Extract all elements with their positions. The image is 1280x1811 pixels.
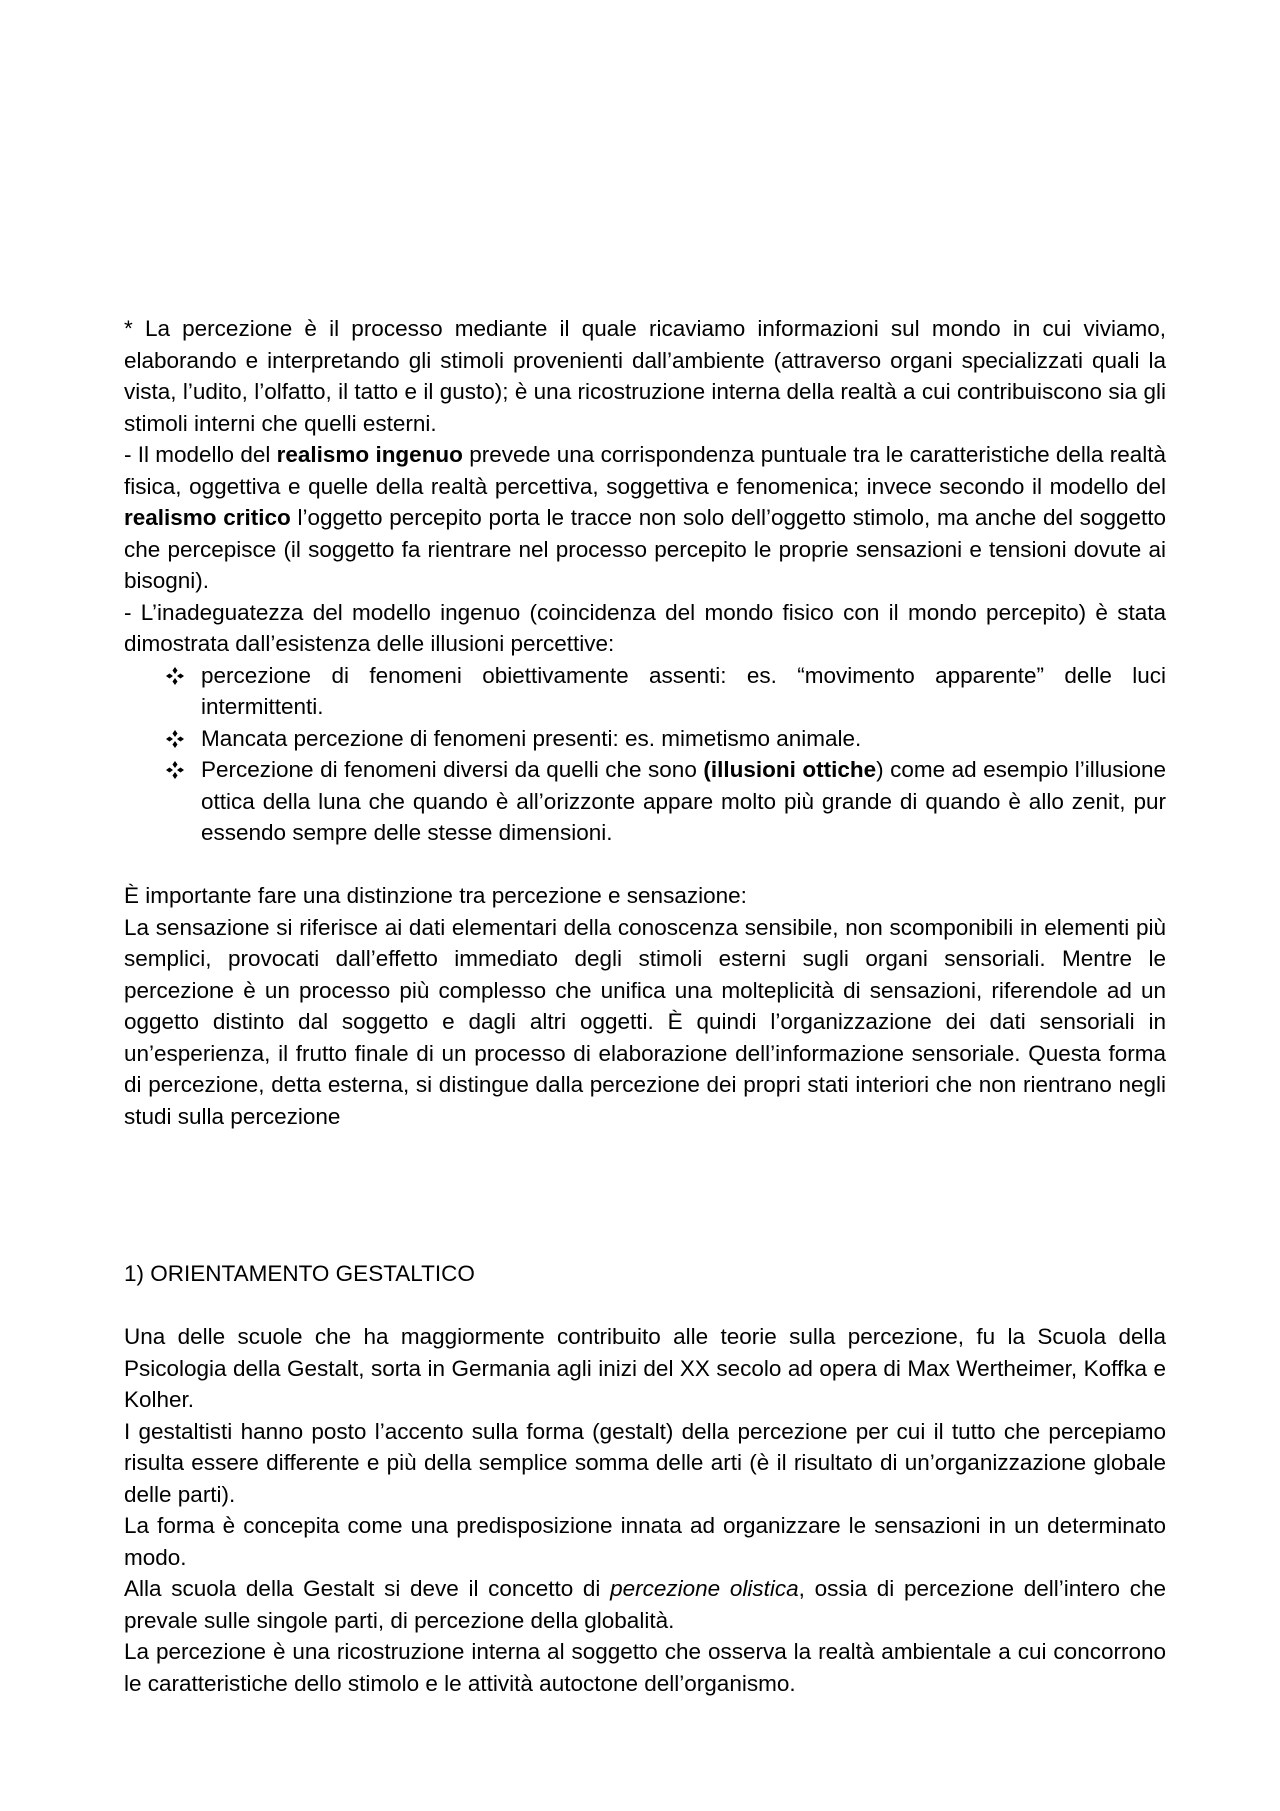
bold-term-realismo-critico: realismo critico	[124, 505, 291, 530]
list-item	[124, 754, 1166, 849]
diamond-bullet-icon	[166, 730, 184, 748]
list-item-text: Percezione di fenomeni diversi da quelli che sono	[201, 757, 704, 782]
intro-paragraph-1: * La percezione è il processo mediante il quale ricaviamo informazioni sul mondo in cui viviamo, elaborando e interpretando gli stimoli provenienti dall’ambiente (attraverso organi specializzati quali la vista, l’udito, l’olfatto, il tatto e il gusto); è una ricostruzione interna della realtà a cui contribuiscono sia gli stimoli interni che quelli esterni.	[124, 316, 1166, 436]
distinction-paragraph: La sensazione si riferisce ai dati elementari della conoscenza sensibile, non scomponibili in elementi più semplici, provocati dall’effetto immediato degli stimoli esterni sugli organi sensoriali. Mentre le percezione è un processo più complesso che unifica una molteplicità di sensazioni, riferendole ad un oggetto distinto dal soggetto e dagli altri oggetti. È quindi l’organizzazione dei dati sensoriali in un’esperienza, il frutto finale di un processo di elaborazione dell’informazione sensoriale. Questa forma di percezione, detta esterna, si distingue dalla percezione dei propri stati interiori che non rientrano negli studi sulla percezione	[124, 914, 1166, 1129]
bold-term-illusioni-ottiche: (illusioni ottiche	[703, 757, 877, 782]
section-paragraph-1: Una delle scuole che ha maggiormente contribuito alle teorie sulla percezione, fu la Scuola della Psicologia della Gestalt, sorta in Germania agli inizi del XX secolo ad opera di Max Wertheimer, Koffka e Kolher.	[124, 1324, 1166, 1412]
diamond-bullet-icon	[166, 761, 184, 779]
list-item-text: percezione di fenomeni obiettivamente assenti: es. “movimento apparente” delle luci intermittenti.	[201, 662, 1166, 719]
list-item	[124, 723, 1166, 755]
document-page	[124, 313, 1166, 1699]
intro-paragraph-3: - L’inadeguatezza del modello ingenuo (coincidenza del mondo fisico con il mondo percepito) è stata dimostrata dall’esistenza delle illusioni percettive:	[124, 599, 1166, 656]
section-paragraph-4	[124, 1573, 1166, 1636]
list-item	[124, 660, 1166, 723]
text-run: , ossia di percezione dell’intero che prevale sulle singole parti, di percezione della globalità.	[124, 1576, 1166, 1633]
section-title: 1) ORIENTAMENTO GESTALTICO	[124, 1261, 475, 1286]
spacer	[124, 1290, 1166, 1322]
section-paragraph-2: I gestaltisti hanno posto l’accento sulla forma (gestalt) della percezione per cui il tutto che percepiamo risulta essere differente e più della semplice somma delle arti (è il risultato di un’organizzazione globale delle parti).	[124, 1418, 1166, 1507]
spacer	[124, 1132, 1166, 1258]
list-item-text: Mancata percezione di fenomeni presenti: es. mimetismo animale.	[201, 725, 862, 751]
intro-paragraph-2	[124, 439, 1166, 597]
text-run: prevede una corrispondenza puntuale tra le caratteristiche della realtà fisica, oggettiva e quelle della realtà percettiva, soggettiva e fenomenica; invece secondo il modello del	[124, 442, 1166, 499]
illusion-list	[124, 660, 1166, 849]
italic-term-percezione-olistica: percezione olistica	[610, 1576, 799, 1601]
distinction-heading: È importante fare una distinzione tra percezione e sensazione:	[124, 883, 747, 908]
section-paragraph-3: La forma è concepita come una predisposizione innata ad organizzare le sensazioni in un determinato modo.	[124, 1513, 1166, 1570]
bold-term-realismo-ingenuo: realismo ingenuo	[276, 442, 463, 467]
diamond-bullet-icon	[166, 667, 184, 685]
text-run: - Il modello del	[124, 442, 277, 467]
text-run: Alla scuola della Gestalt si deve il concetto di	[124, 1576, 611, 1601]
list-item-text: ) come ad esempio l’illusione ottica della luna che quando è all’orizzonte appare molto più grande di quando è allo zenit, pur essendo sempre delle stesse dimensioni.	[201, 757, 1167, 845]
spacer	[124, 849, 1166, 881]
text-run: l’oggetto percepito porta le tracce non solo dell’oggetto stimolo, ma anche del soggetto che percepisce (il soggetto fa rientrare nel processo percepito le proprie sensazioni e tensioni dovute ai bisogni).	[124, 505, 1166, 593]
section-paragraph-5: La percezione è una ricostruzione interna al soggetto che osserva la realtà ambientale a cui concorrono le caratteristiche dello stimolo e le attività autoctone dell’organismo.	[124, 1639, 1166, 1696]
